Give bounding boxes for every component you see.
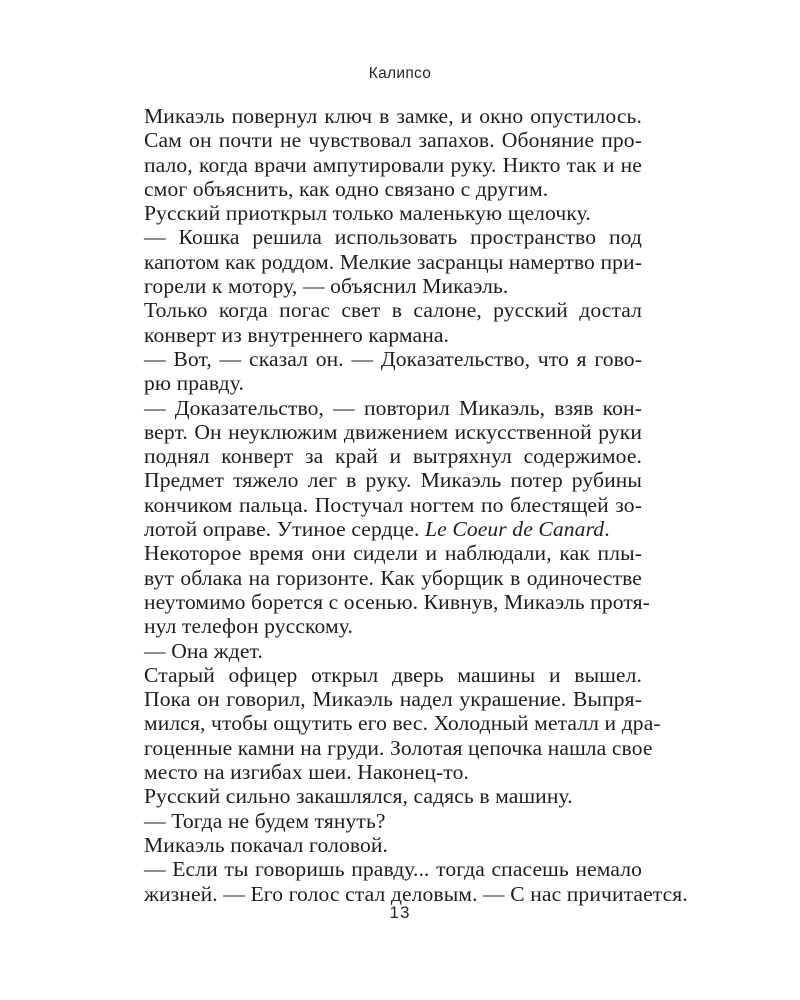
paragraph [118, 809, 642, 833]
text-line: место на изгибах шеи. Наконец-то. [144, 760, 469, 785]
text-line: — Кошка решила использовать пространство под [144, 225, 642, 250]
paragraph [118, 639, 642, 663]
text-line: — Если ты говоришь правду... тогда спасешь немало [144, 857, 642, 882]
text-line: поднял конверт за край и вытряхнул содержимое. [144, 444, 642, 469]
body-text [118, 104, 688, 906]
text-line: вут облака на горизонте. Как уборщик в одиночестве [144, 565, 642, 590]
text-line: Старый офицер открыл дверь машины и вышел. [144, 662, 642, 687]
page-number: 13 [389, 903, 411, 922]
text-line: гоценные камни на груди. Золотая цепочка нашла свое [144, 735, 653, 760]
text-line: капотом как роддом. Мелкие засранцы намертво при- [144, 249, 642, 274]
text-line: жизней. — Его голос стал деловым. — С нас причитается. [144, 881, 688, 906]
text-line [118, 517, 642, 541]
paragraph [118, 396, 642, 542]
paragraph [118, 298, 642, 347]
text-line: смог объяснить, как одно связано с другим. [144, 176, 549, 201]
paragraph [118, 833, 642, 857]
text-line: неутомимо борется с осенью. Кивнув, Микаэль протя- [144, 589, 650, 614]
paragraph [118, 104, 642, 201]
text-line: Предмет тяжело лег в руку. Микаэль потер рубины [144, 468, 642, 493]
text-line: мился, чтобы ощутить его вес. Холодный металл и дра- [144, 711, 661, 736]
paragraph [118, 201, 642, 225]
paragraph [118, 857, 688, 906]
paragraph [118, 662, 661, 785]
text-line: рю правду. [144, 371, 244, 396]
paragraph [118, 225, 642, 298]
text-line-part: лотой оправе. Утиное сердце. [144, 517, 426, 542]
text-line: Микаэль покачал головой. [144, 832, 389, 857]
text-line: Русский приоткрыл только маленькую щелочку. [144, 201, 591, 226]
text-line: Пока он говорил, Микаэль надел украшение. Выпря- [144, 687, 642, 712]
paragraph [118, 541, 650, 639]
text-line: конверт из внутреннего кармана. [144, 322, 450, 347]
text-line: — Доказательство, — повторил Микаэль, взяв кон- [144, 395, 642, 420]
text-line: Некоторое время они сидели и наблюдали, как плы- [144, 541, 642, 566]
text-line: — Она ждет. [144, 638, 263, 663]
text-line-part: . [604, 517, 610, 542]
text-line: верт. Он неуклюжим движением искусственной руки [144, 419, 642, 444]
paragraph [118, 784, 642, 808]
italic-title: Le Coeur de Canard [425, 517, 605, 542]
text-line: — Вот, — сказал он. — Доказательство, что я гово- [144, 346, 642, 371]
text-line: пало, когда врачи ампутировали руку. Никто так и не [144, 152, 642, 177]
text-line: — Тогда не будем тянуть? [144, 808, 386, 833]
paragraph [118, 347, 642, 396]
running-header: Калипсо [368, 65, 432, 82]
text-line: горели к мотору, — объяснил Микаэль. [144, 274, 509, 299]
text-line: Только когда погас свет в салоне, русский достал [144, 298, 642, 323]
text-line: кончиком пальца. Постучал ногтем по блестящей зо- [144, 492, 642, 517]
text-line: Русский сильно закашлялся, садясь в машину. [144, 784, 573, 809]
text-line: нул телефон русскому. [144, 614, 354, 639]
text-line: Сам он почти не чувствовал запахов. Обоняние про- [144, 128, 642, 153]
text-line: Микаэль повернул ключ в замке, и окно опустилось. [144, 104, 642, 128]
